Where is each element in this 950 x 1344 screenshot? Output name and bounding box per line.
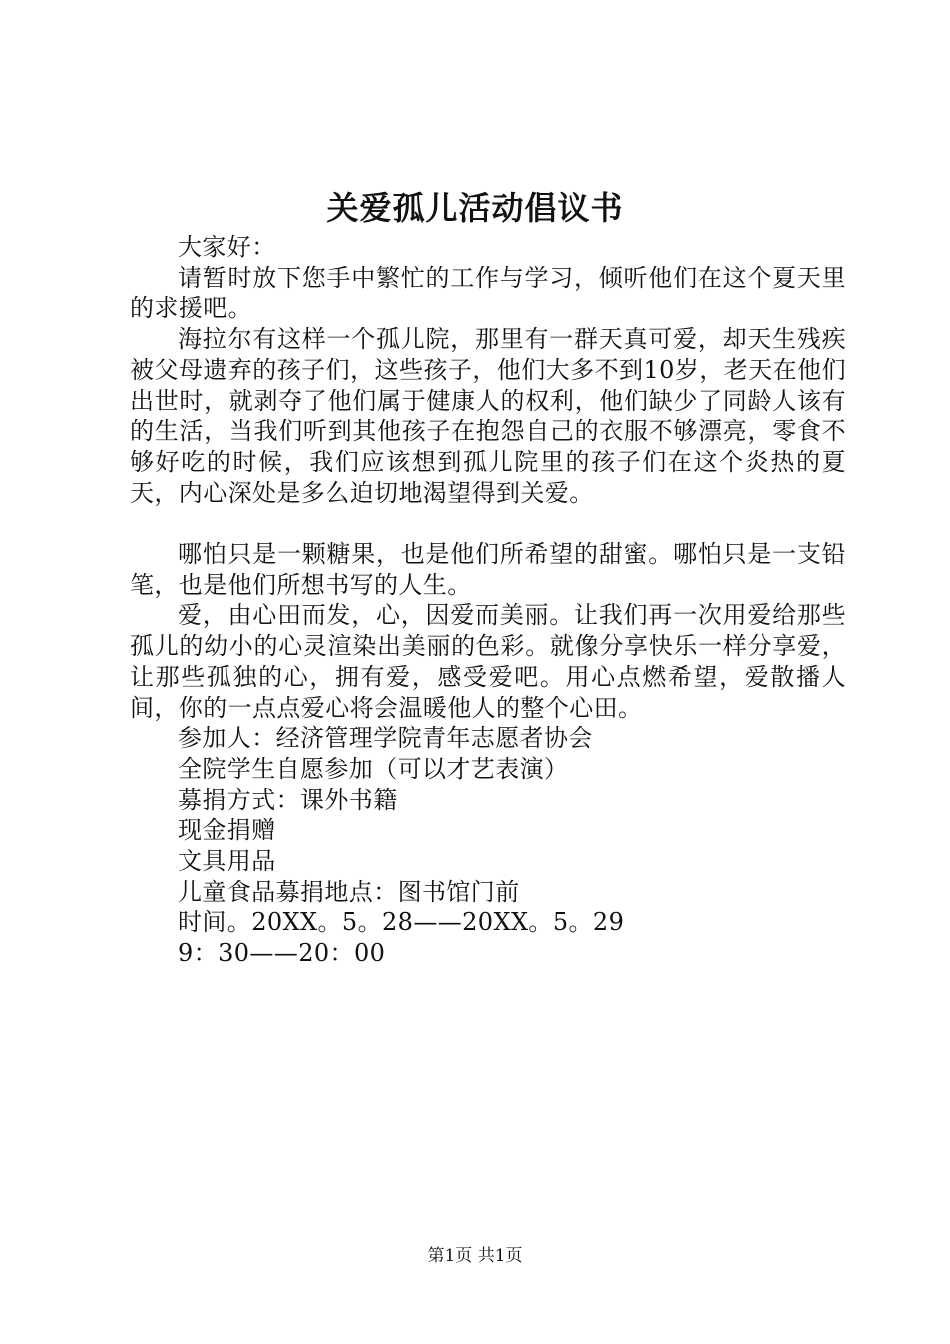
participants-line: 参加人：经济管理学院青年志愿者协会 (178, 724, 593, 753)
date-line: 时间。20XX。5。28——20XX。5。29 (178, 908, 625, 937)
donation-stationery-line: 文具用品 (178, 847, 276, 876)
paragraph-orphanage: 海拉尔有这样一个孤儿院，那里有一群天真可爱，却天生残疾被父母遗弃的孩子们，这些孩子，他们大多不到10岁，老天在他们出世时，就剥夺了他们属于健康人的权利，他们缺少了同龄人该有的生活，当我们听到其他孩子在抱怨自己的衣服不够漂亮，零食不够好吃的时候，我们应该想到孤儿院里的孩子们在这个炎热的夏天，内心深处是多么迫切地渴望得到关爱。 (130, 325, 846, 507)
page-footer: 第1页 共1页 (427, 1246, 523, 1266)
paragraph-candy: 哪怕只是一颗糖果，也是他们所希望的甜蜜。哪怕只是一支铅笔，也是他们所想书写的人生。 (130, 540, 846, 599)
document-body (130, 232, 846, 969)
participation-line: 全院学生自愿参加（可以才艺表演） (178, 754, 569, 783)
paragraph-intro: 请暂时放下您手中繁忙的工作与学习，倾听他们在这个夏天里的求援吧。 (130, 263, 846, 323)
donation-method-line: 募捐方式：课外书籍 (178, 785, 398, 814)
donation-cash-line: 现金捐赠 (178, 816, 276, 845)
time-line: 9：30——20：00 (178, 939, 386, 968)
location-line: 儿童食品募捐地点：图书馆门前 (178, 877, 520, 906)
document-title: 关爱孤儿活动倡议书 (326, 189, 624, 227)
blank-line (130, 508, 846, 539)
greeting: 大家好： (178, 233, 276, 261)
paragraph-love: 爱，由心田而发，心，因爱而美丽。让我们再一次用爱给那些孤儿的幼小的心灵渲染出美丽的色彩。就像分享快乐一样分享爱，让那些孤独的心，拥有爱，感受爱吧。用心点燃希望，爱散播人间，你的一点点爱心将会温暖他人的整个心田。 (130, 601, 846, 722)
